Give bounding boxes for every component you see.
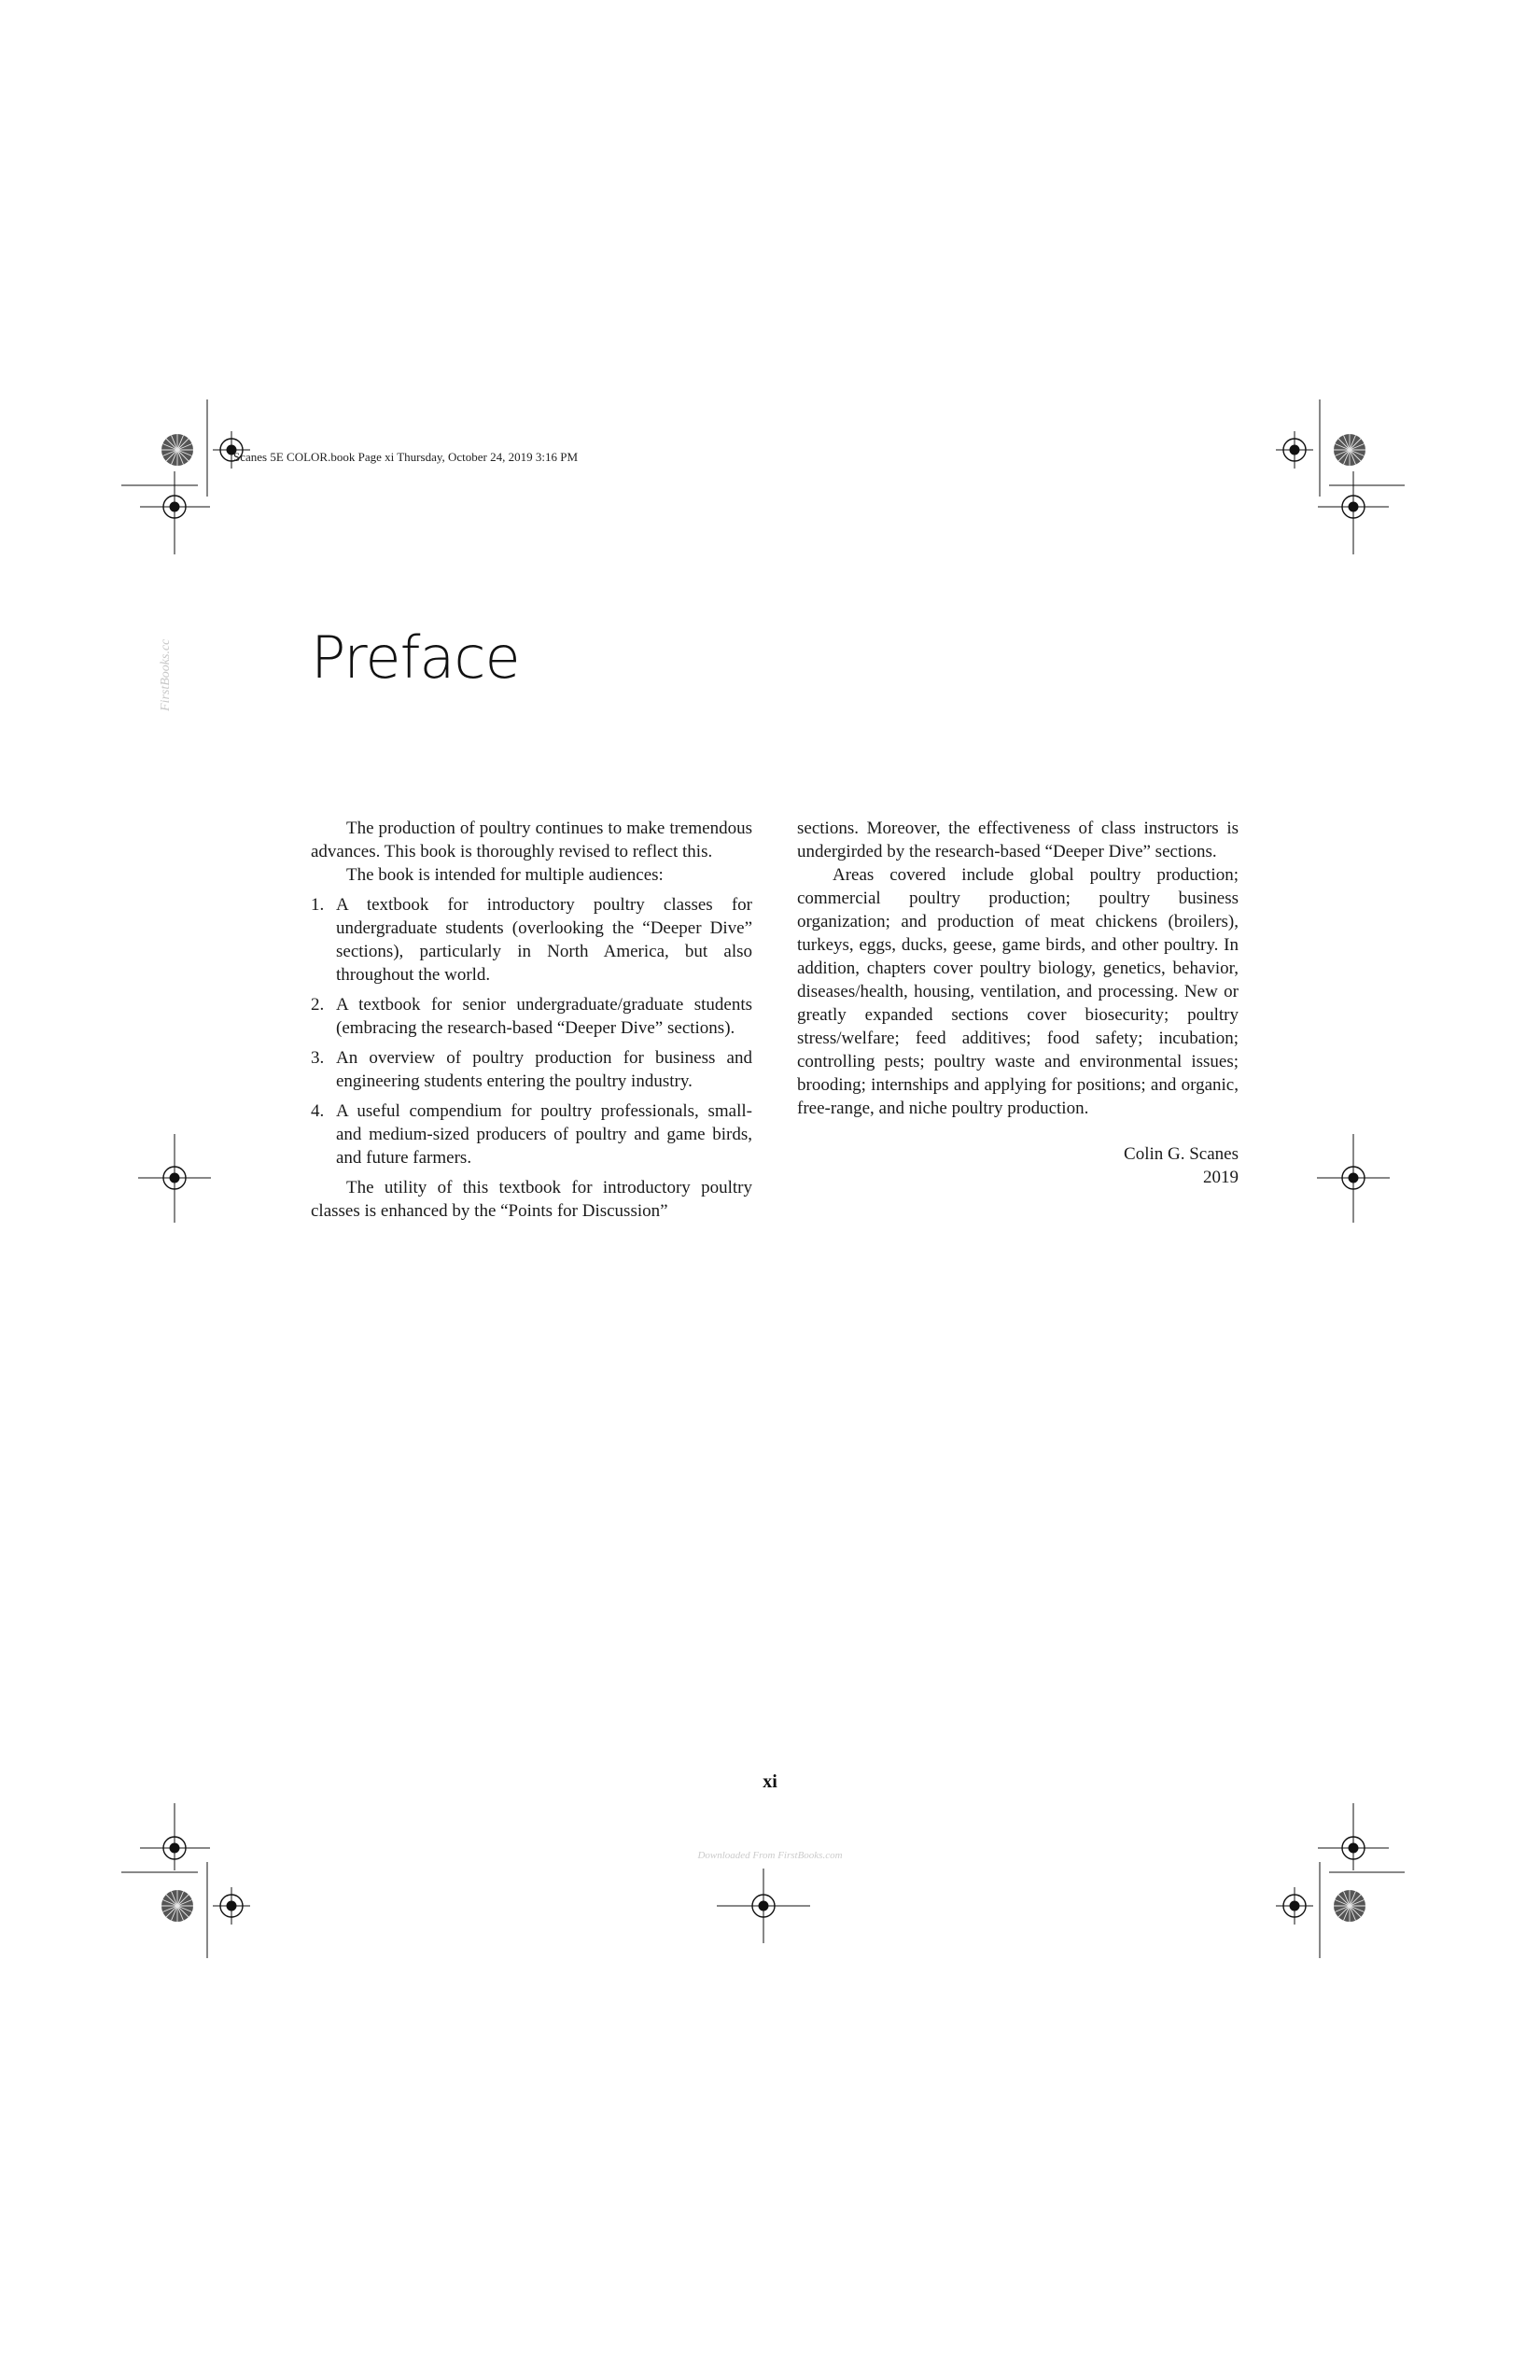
page-title: Preface — [311, 623, 520, 692]
audience-list — [311, 893, 752, 1169]
signature-block — [797, 1142, 1239, 1189]
areas-paragraph: Areas covered include global poultry production; commercial poultry production; poultry business organization; and production of meat chickens (broilers), turkeys, eggs, ducks, geese, game birds, and other poultry. In addition, chapters cover poultry biology, genetics, behavior, diseases/health, housing, ventilation, and processing. New or greatly expanded sections cover biosecurity; poultry stress/welfare; feed additives; food safety; incubation; controlling pests; poultry waste and environmental issues; brooding; internships and applying for positions; and organic, free-range, and niche poultry production. — [797, 865, 1239, 1118]
page-number: xi — [763, 1771, 777, 1792]
list-item — [311, 1099, 752, 1169]
list-number: 1. — [311, 895, 325, 915]
side-watermark: FirstBooks.cc — [159, 638, 173, 711]
footer-watermark: Downloaded From FirstBooks.com — [697, 1850, 843, 1861]
intro-paragraph: The production of poultry continues to make tremendous advances. This book is thoroughly revised to reflect this. — [311, 819, 752, 861]
list-item — [311, 893, 752, 987]
list-number: 3. — [311, 1048, 325, 1068]
list-number: 2. — [311, 995, 325, 1015]
right-column — [797, 817, 1239, 1189]
utility-paragraph: The utility of this textbook for introductory poultry classes is enhanced by the “Points for Discussion” — [311, 1178, 752, 1221]
list-item — [311, 993, 752, 1040]
print-slug: Scanes 5E COLOR.book Page xi Thursday, October 24, 2019 3:16 PM — [233, 450, 579, 464]
author-name: Colin G. Scanes — [1124, 1144, 1239, 1164]
list-number: 4. — [311, 1101, 325, 1121]
left-column — [311, 817, 752, 1223]
list-text: A useful compendium for poultry professionals, small- and medium-sized producers of poultry and game birds, and future farmers. — [336, 1101, 752, 1168]
list-text: An overview of poultry production for business and engineering students entering the poultry industry. — [336, 1048, 752, 1091]
list-item — [311, 1046, 752, 1093]
audiences-intro: The book is intended for multiple audiences: — [346, 865, 664, 885]
continued-paragraph: sections. Moreover, the effectiveness of class instructors is undergirded by the research-based “Deeper Dive” sections. — [797, 819, 1239, 861]
signature-year: 2019 — [1203, 1168, 1239, 1187]
list-text: A textbook for senior undergraduate/graduate students (embracing the research-based “Deeper Dive” sections). — [336, 995, 752, 1038]
list-text: A textbook for introductory poultry classes for undergraduate students (overlooking the “Deeper Dive” sections), particularly in North America, but also throughout the world. — [336, 895, 752, 985]
